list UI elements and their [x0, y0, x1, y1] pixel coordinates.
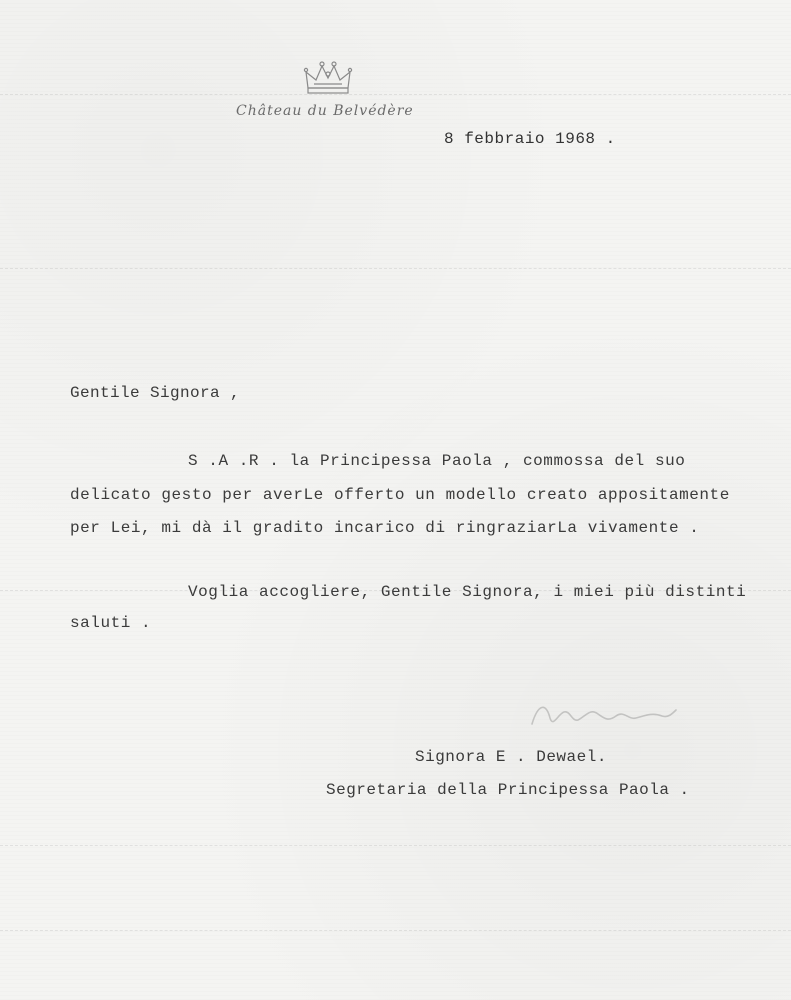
signatory-name: Signora E . Dewael. — [415, 748, 607, 766]
crown-emblem-icon — [300, 58, 356, 96]
scan-artifact — [0, 845, 791, 846]
letter-date: 8 febbraio 1968 . — [444, 130, 616, 148]
salutation: Gentile Signora , — [70, 384, 241, 402]
scan-artifact — [0, 930, 791, 931]
signatory-title: Segretaria della Principessa Paola . — [326, 781, 690, 799]
body-line: per Lei, mi dà il gradito incarico di ringraziarLa vivamente . — [70, 519, 700, 537]
body-line: delicato gesto per averLe offerto un modello creato appositamente — [70, 486, 730, 504]
closing-line: saluti . — [70, 614, 152, 632]
closing-line: Voglia accogliere, Gentile Signora, i miei più distinti — [188, 583, 747, 601]
letterhead-place: Château du Belvédère — [236, 103, 414, 119]
handwritten-signature — [528, 694, 678, 734]
scan-artifact — [0, 94, 791, 95]
body-line: S .A .R . la Principessa Paola , commossa del suo — [188, 452, 686, 470]
scan-artifact — [0, 268, 791, 269]
